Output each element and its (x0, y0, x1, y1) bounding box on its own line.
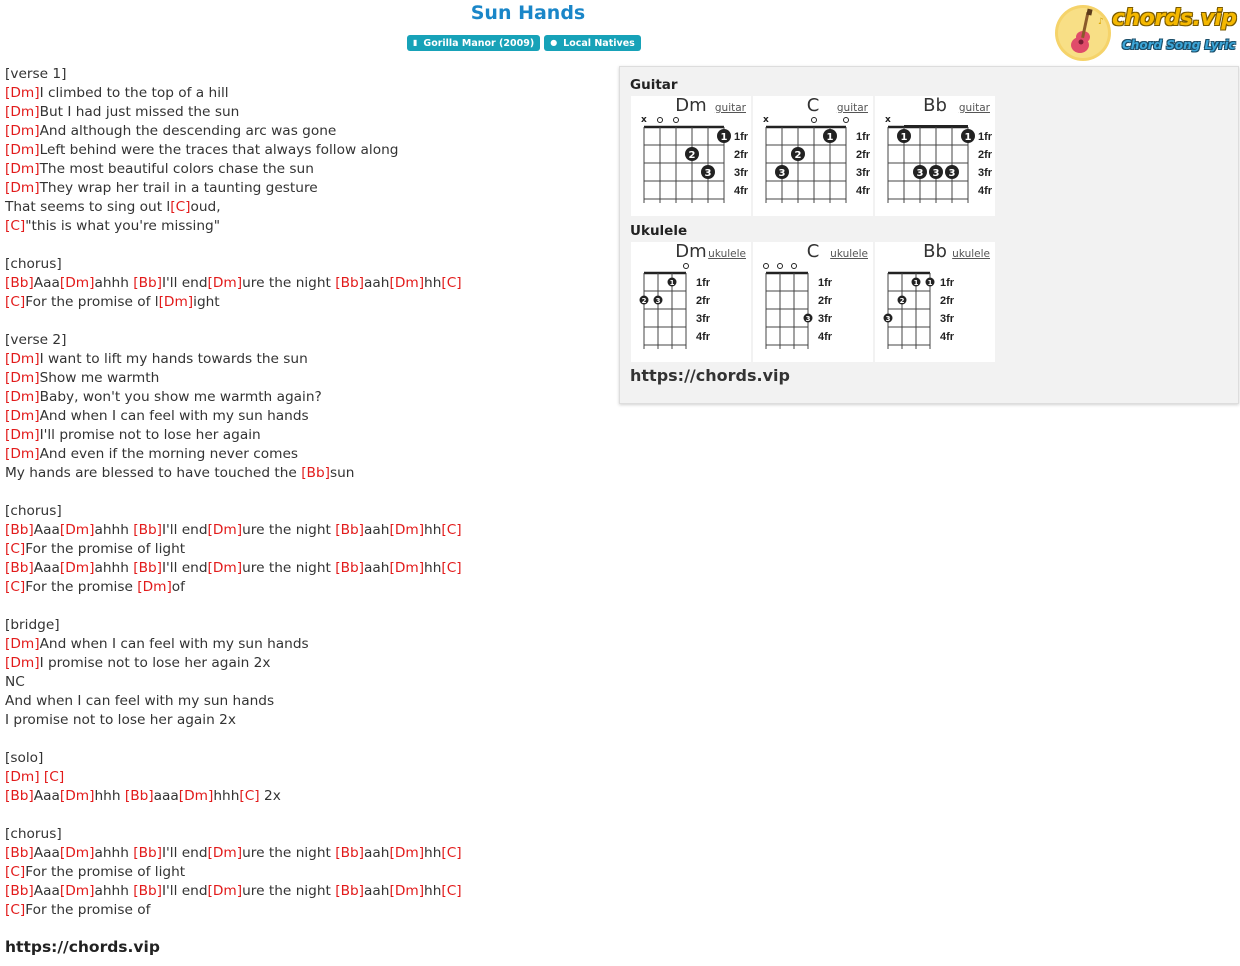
fret-label: 1fr (734, 131, 749, 143)
user-icon: ● (550, 38, 558, 47)
fret-label: 1fr (978, 131, 993, 143)
fret-label: 1fr (940, 277, 955, 289)
chord-marker[interactable]: [Dm] (5, 636, 40, 652)
chord-diagrams-panel (619, 66, 1239, 404)
chord-marker[interactable]: [Dm] (207, 883, 243, 899)
lyric-text: Aaa (33, 883, 60, 899)
finger-number: 1 (669, 279, 675, 287)
lyric-text: I'll end (162, 522, 208, 538)
fretboard-diagram (753, 96, 873, 216)
lyric-line (5, 768, 605, 787)
instrument-link[interactable]: guitar (958, 102, 990, 114)
lyric-line (5, 274, 605, 293)
chord-marker[interactable]: [Dm] (59, 522, 95, 538)
chord-name: Bb (923, 95, 947, 116)
chord-marker[interactable]: [Dm] (207, 560, 243, 576)
chord-marker[interactable]: [Bb] (335, 560, 365, 576)
lyric-text: I want to lift my hands towards the sun (39, 351, 308, 367)
lyric-text: For the promise of light (25, 864, 186, 880)
lyric-text: Aaa (33, 275, 60, 291)
finger-number: 1 (826, 132, 834, 143)
chord-marker[interactable]: [Bb] (5, 788, 34, 804)
chord-marker[interactable]: [Bb] (5, 560, 34, 576)
lyric-text: Baby, won't you show me warmth again? (39, 389, 322, 405)
open-string-icon (684, 264, 689, 269)
chord-marker[interactable]: [C] (441, 522, 462, 538)
guitar-chord-bb (875, 96, 995, 216)
lyric-text: NC (5, 674, 25, 690)
chord-name: C (806, 95, 820, 116)
open-string-icon (778, 264, 783, 269)
chord-marker[interactable]: [C] (441, 275, 462, 291)
lyric-text: Aaa (33, 522, 60, 538)
lyric-line (5, 84, 605, 103)
fret-label: 4fr (818, 331, 833, 343)
chord-marker[interactable]: [Bb] (5, 522, 34, 538)
chord-marker[interactable]: [Dm] (5, 769, 40, 785)
lyric-line (5, 844, 605, 863)
finger-number: 3 (778, 168, 786, 179)
lyric-text: hh (424, 845, 442, 861)
lyric-text: [verse 2] (5, 332, 67, 348)
lyric-line (5, 521, 605, 540)
lyric-text: hhh (94, 788, 125, 804)
open-string-icon (792, 264, 797, 269)
lyric-line (5, 160, 605, 179)
lyric-text: ahhh (94, 883, 134, 899)
lyric-text: And although the descending arc was gone (39, 123, 337, 139)
lyric-text: hh (424, 275, 442, 291)
chord-marker[interactable]: [Bb] (335, 275, 365, 291)
fret-label: 2fr (696, 295, 711, 307)
lyric-text: I promise not to lose her again 2x (5, 712, 236, 728)
lyric-text: I promise not to lose her again 2x (39, 655, 271, 671)
lyric-line (5, 654, 605, 673)
fret-label: 4fr (696, 331, 711, 343)
chord-marker[interactable]: [C] (5, 864, 26, 880)
lyric-text: ure the night (242, 560, 336, 576)
chord-marker[interactable]: [Dm] (5, 408, 40, 424)
chord-marker[interactable]: [Dm] (5, 161, 40, 177)
lyric-text: aah (364, 560, 390, 576)
lyric-text: aah (364, 883, 390, 899)
lyric-line (5, 369, 605, 388)
finger-number: 2 (899, 297, 905, 305)
finger-number: 1 (913, 279, 919, 287)
fret-label: 2fr (818, 295, 833, 307)
lyric-text: Left behind were the traces that always follow along (39, 142, 399, 158)
chord-marker[interactable]: [Dm] (137, 579, 172, 595)
logo-text: chords.vip (1112, 6, 1237, 31)
fret-label: 3fr (734, 167, 749, 179)
lyric-line (5, 350, 605, 369)
lyric-text: aah (364, 845, 390, 861)
lyric-text: Aaa (33, 788, 60, 804)
guitar-chord-dm (631, 96, 751, 216)
finger-number: 1 (900, 132, 908, 143)
lyric-text: I'll end (162, 560, 208, 576)
chord-marker[interactable]: [C] (5, 902, 26, 918)
chord-marker[interactable]: [C] (43, 769, 65, 785)
lyric-line (5, 141, 605, 160)
lyric-text: That seems to sing out l (5, 199, 171, 215)
lyric-text: oud, (190, 199, 221, 215)
lyric-line (5, 122, 605, 141)
instrument-link[interactable]: ukulele (830, 248, 868, 260)
lyric-text: "this is what you're missing" (25, 218, 221, 234)
chord-marker[interactable]: [Dm] (5, 104, 40, 120)
ukulele-section-label: Ukulele (630, 223, 688, 239)
fret-label: 2fr (940, 295, 955, 307)
lyric-text: ure the night (242, 883, 336, 899)
fret-label: 1fr (818, 277, 833, 289)
open-string-icon (844, 118, 849, 123)
lyric-text: [verse 1] (5, 66, 67, 82)
chord-marker[interactable]: [Bb] (133, 845, 162, 861)
finger-number: 3 (948, 168, 956, 179)
chord-marker[interactable]: [Dm] (5, 351, 40, 367)
chord-marker[interactable]: [Dm] (5, 655, 40, 671)
fret-label: 4fr (734, 185, 749, 197)
lyric-text: 2x (259, 788, 281, 804)
chord-marker[interactable]: [Bb] (301, 465, 330, 481)
lyric-text: hh (424, 522, 442, 538)
lyric-text: [solo] (5, 750, 44, 766)
chord-marker[interactable]: [Dm] (5, 389, 40, 405)
lyric-line (5, 103, 605, 122)
chord-marker[interactable]: [C] (5, 541, 26, 557)
chord-marker[interactable]: [Bb] (133, 522, 162, 538)
chord-marker[interactable]: [C] (5, 294, 26, 310)
artist-badge[interactable] (544, 35, 641, 51)
lyric-text: I climbed to the top of a hill (39, 85, 229, 101)
finger-number: 3 (932, 168, 940, 179)
lyric-text: hhh (213, 788, 240, 804)
fret-label: 1fr (856, 131, 871, 143)
fret-label: 3fr (696, 313, 711, 325)
lyric-text: For the promise of light (25, 541, 186, 557)
chord-marker[interactable]: [C] (441, 845, 462, 861)
fret-label: 2fr (856, 149, 871, 161)
chord-marker[interactable]: [C] (5, 218, 26, 234)
lyric-text: hh (424, 560, 442, 576)
site-logo[interactable] (1054, 2, 1237, 64)
lyric-line (5, 730, 605, 749)
instrument-link[interactable]: guitar (836, 102, 868, 114)
open-string-icon (658, 118, 663, 123)
song-title[interactable]: Sun Hands (470, 2, 586, 24)
chord-marker[interactable]: [Dm] (389, 845, 425, 861)
lyric-line (5, 483, 605, 502)
finger-number: 2 (794, 150, 802, 161)
finger-number: 1 (927, 279, 933, 287)
svg-text:♪: ♪ (1098, 17, 1104, 27)
lyric-line (5, 65, 605, 84)
lyric-text: aaa (153, 788, 179, 804)
instrument-link[interactable]: ukulele (952, 248, 990, 260)
chord-marker[interactable]: [Dm] (5, 180, 40, 196)
instrument-link[interactable]: guitar (714, 102, 746, 114)
chord-marker[interactable]: [Dm] (389, 275, 425, 291)
lyric-line (5, 217, 605, 236)
lyric-text: For the promise (25, 579, 138, 595)
lyric-text: ure the night (242, 522, 336, 538)
lyric-line (5, 616, 605, 635)
fretboard-diagram (753, 242, 873, 362)
fret-label: 2fr (978, 149, 993, 161)
fretboard-diagram (631, 96, 751, 216)
ukulele-chord-c (753, 242, 873, 362)
lyric-line (5, 882, 605, 901)
lyric-line (5, 540, 605, 559)
lyric-line (5, 787, 605, 806)
lyric-text: Aaa (33, 560, 60, 576)
lyric-line (5, 312, 605, 331)
lyric-text: sun (329, 465, 355, 481)
lyric-line (5, 673, 605, 692)
lyric-line (5, 331, 605, 350)
fret-label: 4fr (940, 331, 955, 343)
chord-marker[interactable]: [Bb] (133, 275, 162, 291)
lyric-line (5, 198, 605, 217)
chord-marker[interactable]: [Dm] (5, 142, 40, 158)
guitar-section-label: Guitar (630, 77, 678, 93)
chord-marker[interactable]: [Dm] (5, 370, 40, 386)
open-string-icon (764, 264, 769, 269)
lyric-text: aah (364, 275, 390, 291)
chord-marker[interactable]: [Dm] (5, 446, 40, 462)
chord-marker[interactable]: [Dm] (207, 845, 243, 861)
finger-number: 3 (805, 315, 811, 323)
chord-marker[interactable]: [C] (5, 579, 26, 595)
chord-marker[interactable]: [Dm] (389, 522, 425, 538)
lyric-text: ahhh (94, 275, 134, 291)
lyric-text: And even if the morning never comes (39, 446, 299, 462)
fret-label: 3fr (940, 313, 955, 325)
footer-site-link[interactable]: https://chords.vip (5, 938, 160, 956)
lyric-text: ahhh (94, 560, 134, 576)
lyric-line (5, 464, 605, 483)
lyric-text: And when I can feel with my sun hands (39, 636, 309, 652)
fretboard-diagram (875, 96, 995, 216)
lyric-text: ahhh (94, 522, 134, 538)
fretboard-diagram (875, 242, 995, 362)
finger-number: 1 (964, 132, 972, 143)
finger-number: 3 (704, 168, 712, 179)
chord-marker[interactable]: [Dm] (207, 275, 243, 291)
lyric-line (5, 825, 605, 844)
fret-label: 1fr (696, 277, 711, 289)
fret-label: 3fr (978, 167, 993, 179)
lyric-line (5, 711, 605, 730)
lyric-text: ure the night (242, 275, 336, 291)
logo-subtitle: Chord Song Lyric (1122, 38, 1236, 52)
muted-string-icon: x (885, 115, 891, 125)
lyric-text: ahhh (94, 845, 134, 861)
lyric-line (5, 255, 605, 274)
chord-marker[interactable]: [Dm] (389, 883, 425, 899)
fret-label: 2fr (734, 149, 749, 161)
chord-marker[interactable]: [Dm] (5, 427, 40, 443)
lyric-text: hh (424, 883, 442, 899)
chord-marker[interactable]: [Dm] (59, 560, 95, 576)
lyric-line (5, 863, 605, 882)
lyric-text: And when I can feel with my sun hands (39, 408, 309, 424)
album-badge[interactable] (407, 35, 540, 51)
lyric-text: And when I can feel with my sun hands (5, 693, 275, 709)
chord-marker[interactable]: [Dm] (5, 85, 40, 101)
chord-name: C (806, 241, 820, 262)
chord-name: Dm (675, 95, 707, 116)
muted-string-icon: x (641, 115, 647, 125)
open-string-icon (674, 118, 679, 123)
lyric-line (5, 293, 605, 312)
chord-marker[interactable]: [Bb] (5, 883, 34, 899)
finger-number: 3 (655, 297, 661, 305)
chord-marker[interactable]: [Bb] (133, 560, 162, 576)
instrument-link[interactable]: ukulele (708, 248, 746, 260)
chord-marker[interactable]: [C] (441, 560, 462, 576)
finger-number: 1 (720, 132, 728, 143)
chord-name: Dm (675, 241, 707, 262)
album-label: Gorilla Manor (2009) (423, 37, 535, 49)
chord-marker[interactable]: [Bb] (335, 883, 365, 899)
lyric-text: [bridge] (5, 617, 60, 633)
chord-marker[interactable]: [Dm] (389, 560, 425, 576)
lyric-line (5, 407, 605, 426)
chord-marker[interactable]: [Dm] (207, 522, 243, 538)
lyric-line (5, 692, 605, 711)
chord-marker[interactable]: [C] (239, 788, 260, 804)
lyrics-sheet (5, 65, 605, 920)
lyric-line (5, 806, 605, 825)
lyric-text: ure the night (242, 845, 336, 861)
chord-marker[interactable]: [Dm] (59, 275, 95, 291)
lyric-line (5, 388, 605, 407)
chord-marker[interactable]: [Dm] (59, 845, 95, 861)
lyric-line (5, 426, 605, 445)
artist-label: Local Natives (563, 37, 635, 49)
fretboard-diagram (631, 242, 751, 362)
lyric-text: [chorus] (5, 503, 62, 519)
lyric-text: [chorus] (5, 826, 62, 842)
lyric-text: of (171, 579, 185, 595)
lyric-text: Aaa (33, 845, 60, 861)
chord-marker[interactable]: [Bb] (133, 883, 162, 899)
finger-number: 3 (916, 168, 924, 179)
chord-marker[interactable]: [Dm] (158, 294, 194, 310)
chord-marker[interactable]: [C] (170, 199, 191, 215)
muted-string-icon: x (763, 115, 769, 125)
lyric-text: I'll end (162, 883, 208, 899)
lyric-text: [chorus] (5, 256, 62, 272)
chord-marker[interactable]: [Bb] (5, 845, 34, 861)
lyric-text: I'll promise not to lose her again (39, 427, 261, 443)
chord-marker[interactable]: [Bb] (5, 275, 34, 291)
lyric-text: I'll end (162, 275, 208, 291)
fret-label: 4fr (856, 185, 871, 197)
lyric-line (5, 597, 605, 616)
guitar-chord-c (753, 96, 873, 216)
lyric-text: aah (364, 522, 390, 538)
lyric-line (5, 445, 605, 464)
chord-marker[interactable]: [C] (441, 883, 462, 899)
chord-marker[interactable]: [Dm] (59, 788, 95, 804)
album-icon: ▮ (413, 38, 418, 47)
chord-marker[interactable]: [Bb] (335, 845, 365, 861)
lyric-line (5, 901, 605, 920)
chord-marker[interactable]: [Dm] (59, 883, 95, 899)
lyric-text: They wrap her trail in a taunting gesture (39, 180, 318, 196)
chord-marker[interactable]: [Bb] (124, 788, 154, 804)
chord-name: Bb (923, 241, 947, 262)
lyric-line (5, 559, 605, 578)
ukulele-chord-bb (875, 242, 995, 362)
fret-label: 3fr (856, 167, 871, 179)
lyric-text: For the promise of (25, 902, 151, 918)
lyric-line (5, 236, 605, 255)
open-string-icon (812, 118, 817, 123)
fret-label: 4fr (978, 185, 993, 197)
lyric-text: For the promise of l (25, 294, 159, 310)
song-badges (407, 35, 641, 51)
lyric-text: Show me warmth (39, 370, 160, 386)
finger-number: 2 (688, 150, 696, 161)
fret-label: 3fr (818, 313, 833, 325)
lyric-line (5, 749, 605, 768)
lyric-line (5, 578, 605, 597)
panel-site-link[interactable]: https://chords.vip (630, 366, 790, 385)
chord-marker[interactable]: [Dm] (5, 123, 40, 139)
lyric-text: My hands are blessed to have touched the (5, 465, 302, 481)
chord-marker[interactable]: [Bb] (335, 522, 365, 538)
lyric-line (5, 179, 605, 198)
lyric-line (5, 502, 605, 521)
lyric-line (5, 635, 605, 654)
lyric-text: I'll end (162, 845, 208, 861)
guitar-logo-icon (1054, 2, 1114, 64)
ukulele-chord-dm (631, 242, 751, 362)
lyric-text: ight (193, 294, 220, 310)
chord-marker[interactable]: [Dm] (178, 788, 214, 804)
lyric-text: The most beautiful colors chase the sun (39, 161, 314, 177)
finger-number: 3 (885, 315, 891, 323)
finger-number: 2 (641, 297, 647, 305)
lyric-text: But I had just missed the sun (39, 104, 240, 120)
